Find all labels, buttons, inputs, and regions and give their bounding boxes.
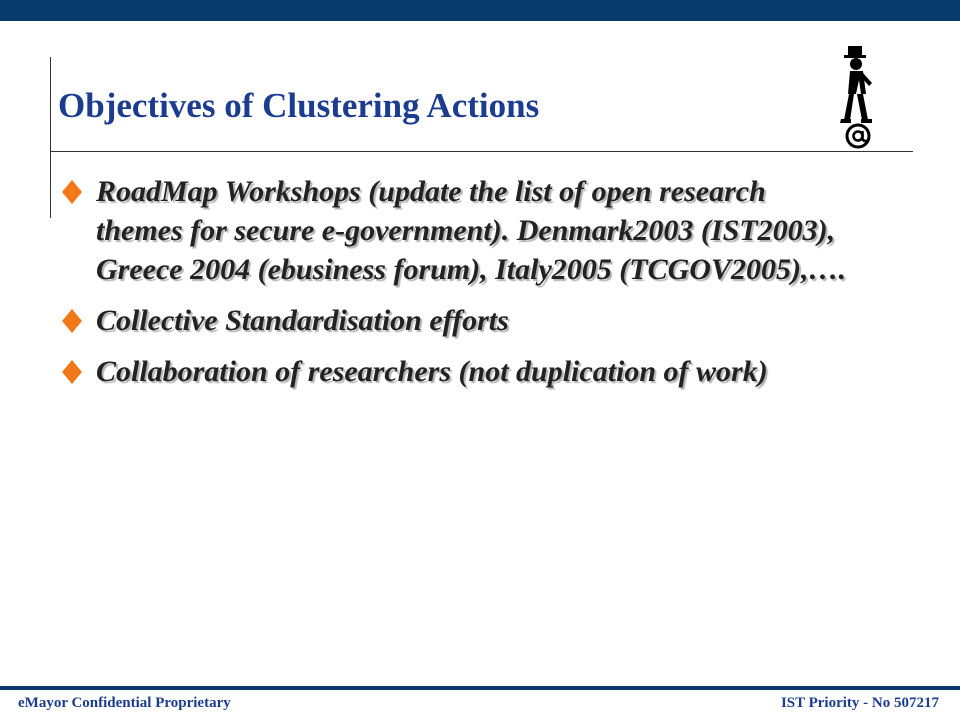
bullet-item bbox=[60, 352, 850, 391]
diamond-bullet-icon bbox=[60, 179, 84, 205]
diamond-bullet-icon bbox=[60, 359, 84, 385]
bullet-text: RoadMap Workshops (update the list of open research themes for secure e-government). Denmark2003 (IST2003), Greece 2004 (ebusiness forum), Italy2005 (TCGOV2005),…. bbox=[96, 175, 846, 286]
title-underline-rule bbox=[50, 151, 913, 152]
emayor-logo-icon bbox=[832, 40, 888, 150]
bullet-item bbox=[60, 172, 850, 289]
bullet-text: Collaboration of researchers (not duplication of work) bbox=[96, 355, 768, 388]
bullet-item bbox=[60, 301, 850, 340]
footer-rule bbox=[0, 686, 960, 690]
footer-project-number: IST Priority - No 507217 bbox=[780, 695, 939, 711]
bullet-text: Collective Standardisation efforts bbox=[96, 304, 509, 337]
footer-confidentiality-label: eMayor Confidential Proprietary bbox=[18, 695, 231, 711]
bullet-list bbox=[60, 172, 850, 403]
slide-title: Objectives of Clustering Actions bbox=[58, 86, 540, 125]
top-banner-bar bbox=[0, 0, 960, 21]
title-vertical-rule bbox=[50, 57, 51, 218]
diamond-bullet-icon bbox=[60, 308, 84, 334]
